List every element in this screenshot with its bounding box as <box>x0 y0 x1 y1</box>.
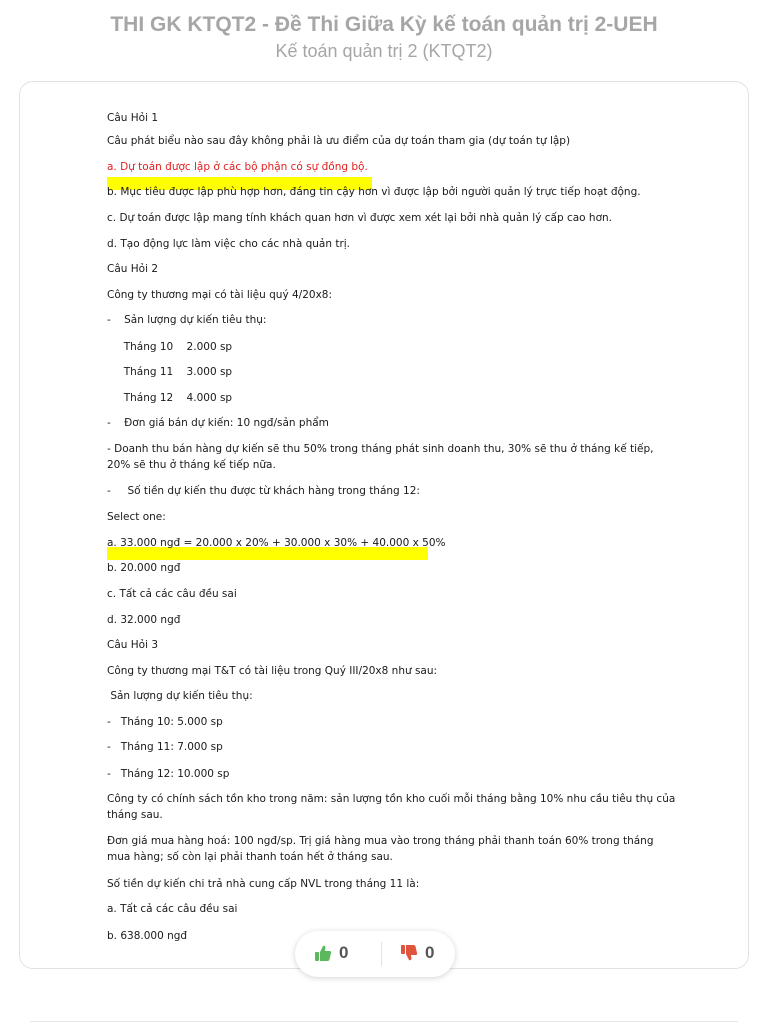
document-line: Tháng 10 2.000 sp <box>107 341 233 353</box>
document-line: Câu phát biểu nào sau đây không phải là ưu điểm của dự toán tham gia (dự toán tự lập) <box>107 135 571 147</box>
vote-divider <box>381 942 382 966</box>
document-line: c. Tất cả các câu đều sai <box>107 588 237 600</box>
thumbs-down-icon <box>399 943 419 963</box>
document-line: b. Mục tiêu được lập phù hợp hơn, đáng tin cậy hơn vì được lập bởi người quản lý trực tiếp hoạt động. <box>107 186 641 198</box>
dislike-count: 0 <box>425 943 435 962</box>
document-line: a. Tất cả các câu đều sai <box>107 903 238 915</box>
bottom-divider <box>30 1021 738 1022</box>
thumbs-up-icon <box>313 943 333 963</box>
document-page <box>19 81 749 969</box>
vote-bar <box>295 931 455 977</box>
document-line: - Sản lượng dự kiến tiêu thụ: <box>107 314 267 326</box>
document-line: - Tháng 10: 5.000 sp <box>107 716 223 728</box>
like-button[interactable] <box>313 942 348 964</box>
document-title: THI GK KTQT2 - Đề Thi Giữa Kỳ kế toán quản trị 2-UEH <box>110 13 658 36</box>
document-line: Tháng 12 4.000 sp <box>107 392 233 404</box>
document-line: Công ty có chính sách tồn kho trong năm: sản lượng tồn kho cuối mỗi tháng bằng 10% nhu cầu tiêu thụ của tháng sau. <box>107 793 676 821</box>
document-line: - Tháng 12: 10.000 sp <box>107 768 230 780</box>
document-line: d. 32.000 ngđ <box>107 614 181 626</box>
document-line: Câu Hỏi 1 <box>107 112 159 124</box>
course-subtitle: Kế toán quản trị 2 (KTQT2) <box>275 41 493 61</box>
document-line: Câu Hỏi 2 <box>107 263 159 275</box>
document-line: - Doanh thu bán hàng dự kiến sẽ thu 50% trong tháng phát sinh doanh thu, 30% sẽ thu ở tháng kế tiếp, 20% sẽ thu ở tháng kế tiếp nữa. <box>107 443 654 471</box>
document-line: Số tiền dự kiến chi trả nhà cung cấp NVL trong tháng 11 là: <box>107 878 420 890</box>
document-line: Tháng 11 3.000 sp <box>107 366 233 378</box>
document-line: c. Dự toán được lập mang tính khách quan hơn vì được xem xét lại bởi nhà quản lý cấp cao hơn. <box>107 212 612 224</box>
document-line: - Đơn giá bán dự kiến: 10 ngđ/sản phẩm <box>107 417 329 429</box>
document-line: Công ty thương mại T&T có tài liệu trong Quý III/20x8 như sau: <box>107 665 438 677</box>
document-line: d. Tạo động lực làm việc cho các nhà quản trị. <box>107 238 351 250</box>
document-line: b. 20.000 ngđ <box>107 562 181 574</box>
like-count: 0 <box>339 943 349 962</box>
document-line: Sản lượng dự kiến tiêu thụ: <box>107 690 253 702</box>
document-line: Đơn giá mua hàng hoá: 100 ngđ/sp. Trị giá hàng mua vào trong tháng phải thanh toán 60% trong tháng mua hàng; số còn lại phải thanh toán hết ở tháng sau. <box>107 835 654 863</box>
document-line: - Tháng 11: 7.000 sp <box>107 741 223 753</box>
document-line: a. Dự toán được lập ở các bộ phận có sự đồng bộ. <box>107 161 368 173</box>
document-line: b. 638.000 ngđ <box>107 930 188 942</box>
document-line: a. 33.000 ngđ = 20.000 x 20% + 30.000 x 30% + 40.000 x 50% <box>107 537 446 549</box>
document-line: Select one: <box>107 511 166 523</box>
document-header <box>0 12 768 63</box>
document-line: Công ty thương mại có tài liệu quý 4/20x8: <box>107 289 333 301</box>
dislike-button[interactable] <box>399 942 434 964</box>
document-line: Câu Hỏi 3 <box>107 639 159 651</box>
document-line: - Số tiền dự kiến thu được từ khách hàng trong tháng 12: <box>107 485 420 497</box>
